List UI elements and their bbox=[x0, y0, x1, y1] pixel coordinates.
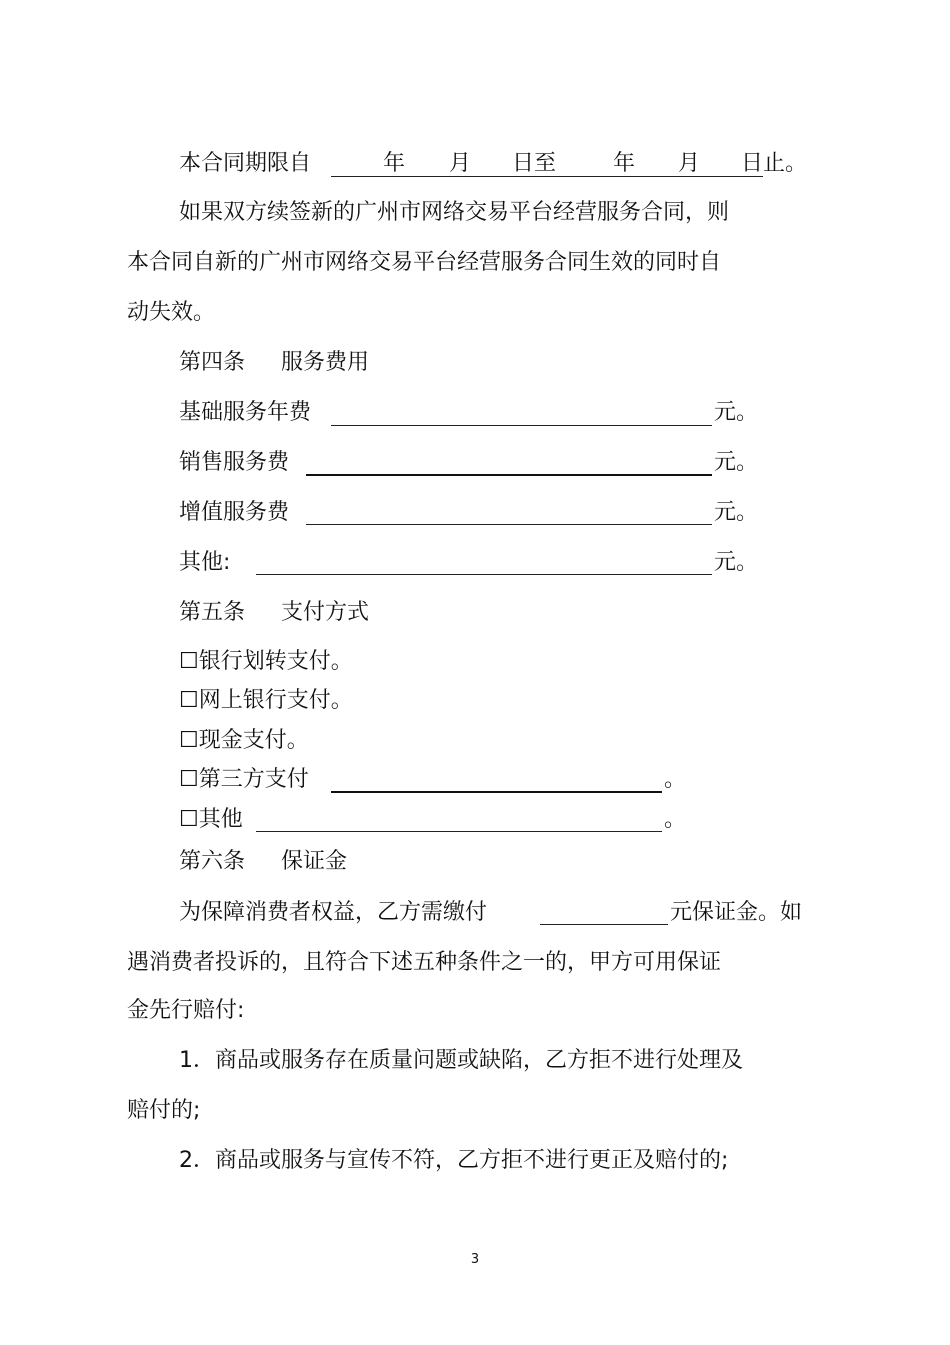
fee-label-annual: 基础服务年费 bbox=[179, 400, 312, 425]
deposit-para-line-2: 遇消费者投诉的，且符合下述五种条件之一的，甲方可用保证 bbox=[127, 950, 722, 975]
condition-2 bbox=[179, 1147, 728, 1175]
fee-label-sales: 销售服务费 bbox=[179, 450, 290, 475]
deposit-para-start: 为保障消费者权益，乙方需缴付 bbox=[179, 900, 488, 925]
payment-option-label: 第三方支付 bbox=[198, 767, 309, 792]
term-month-1: 月 bbox=[449, 151, 472, 176]
payment-option-third-party[interactable] bbox=[179, 766, 309, 794]
fee-blank-annual[interactable] bbox=[331, 425, 712, 426]
fee-unit-other: 元。 bbox=[714, 550, 759, 575]
condition-number: 2． bbox=[179, 1148, 215, 1173]
third-party-blank[interactable] bbox=[331, 791, 662, 793]
article5-title: 支付方式 bbox=[281, 600, 370, 625]
term-year-1: 年 bbox=[383, 151, 406, 176]
fee-unit-sales: 元。 bbox=[714, 450, 759, 475]
condition-1 bbox=[179, 1047, 743, 1075]
fee-label-other: 其他: bbox=[179, 550, 231, 575]
checkbox-icon[interactable]: ☐ bbox=[179, 767, 199, 792]
checkbox-icon[interactable]: ☐ bbox=[179, 807, 199, 832]
article6-number: 第六条 bbox=[179, 849, 246, 874]
term-prefix: 本合同期限自 bbox=[179, 151, 312, 176]
fee-unit-annual: 元。 bbox=[714, 400, 759, 425]
checkbox-icon[interactable]: ☐ bbox=[179, 728, 199, 753]
payment-option-label: 其他 bbox=[198, 807, 243, 832]
fee-unit-value-added: 元。 bbox=[714, 500, 759, 525]
fee-blank-other[interactable] bbox=[256, 574, 712, 575]
term-year-2: 年 bbox=[613, 151, 636, 176]
article4-title: 服务费用 bbox=[281, 350, 370, 375]
condition-text: 商品或服务与宣传不符，乙方拒不进行更正及赔付的; bbox=[215, 1148, 729, 1173]
checkbox-icon[interactable]: ☐ bbox=[179, 688, 199, 713]
renewal-line-2: 本合同自新的广州市网络交易平台经营服务合同生效的同时自 bbox=[127, 250, 722, 275]
condition-text: 商品或服务存在质量问题或缺陷，乙方拒不进行处理及 bbox=[215, 1048, 744, 1073]
page-number: 3 bbox=[470, 1252, 480, 1267]
term-day-2: 日止。 bbox=[741, 151, 808, 176]
condition-number: 1． bbox=[179, 1048, 215, 1073]
payment-option-cash[interactable] bbox=[179, 727, 309, 755]
payment-option-bank-transfer[interactable] bbox=[179, 648, 353, 676]
article6-title: 保证金 bbox=[281, 849, 348, 874]
fee-blank-sales[interactable] bbox=[306, 474, 712, 476]
article4-number: 第四条 bbox=[179, 350, 246, 375]
payment-other-end: 。 bbox=[664, 807, 687, 832]
fee-blank-value-added[interactable] bbox=[306, 524, 712, 525]
payment-other-blank[interactable] bbox=[256, 831, 662, 832]
payment-option-label: 现金支付。 bbox=[198, 728, 309, 753]
renewal-line-3: 动失效。 bbox=[127, 300, 216, 325]
checkbox-icon[interactable]: ☐ bbox=[179, 649, 199, 674]
term-day-1: 日至 bbox=[512, 151, 557, 176]
deposit-para-mid: 元保证金。如 bbox=[670, 900, 803, 925]
payment-option-label: 网上银行支付。 bbox=[198, 688, 353, 713]
payment-option-label: 银行划转支付。 bbox=[198, 649, 353, 674]
deposit-amount-blank[interactable] bbox=[540, 924, 668, 925]
deposit-para-line-3: 金先行赔付: bbox=[127, 998, 245, 1023]
payment-option-other[interactable] bbox=[179, 806, 243, 834]
article5-number: 第五条 bbox=[179, 600, 246, 625]
term-month-2: 月 bbox=[678, 151, 701, 176]
condition-1-line-2: 赔付的; bbox=[127, 1098, 201, 1123]
fee-label-value-added: 增值服务费 bbox=[179, 500, 290, 525]
third-party-end: 。 bbox=[664, 767, 687, 792]
renewal-line-1: 如果双方续签新的广州市网络交易平台经营服务合同，则 bbox=[179, 200, 730, 225]
payment-option-online-banking[interactable] bbox=[179, 687, 353, 715]
